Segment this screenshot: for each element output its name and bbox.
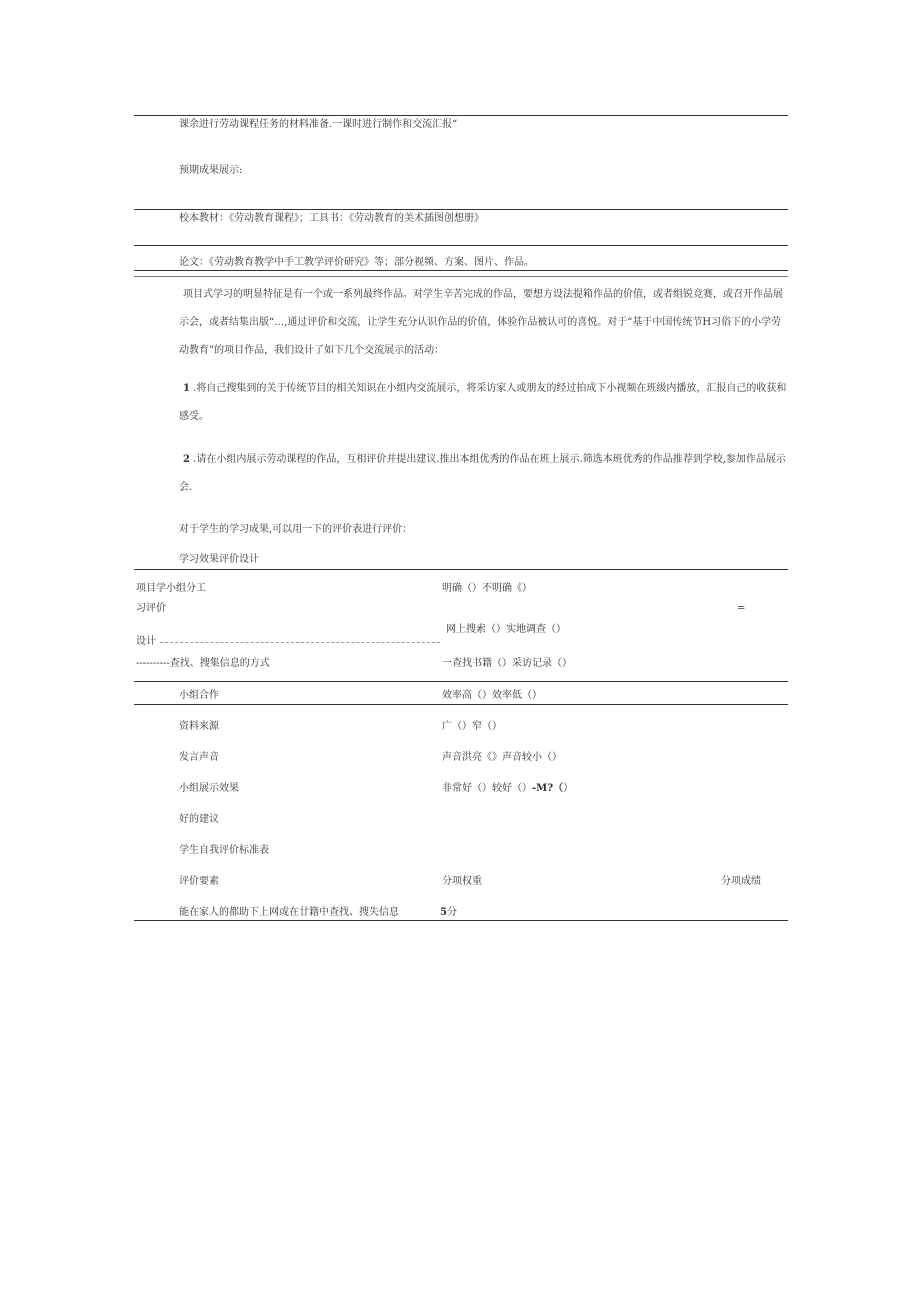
rule-top bbox=[134, 115, 788, 116]
self-eval-header-weight: 分项权重 bbox=[442, 876, 482, 887]
table-r3-left: 设计 bbox=[136, 636, 156, 647]
table-r7-left: 发言声音 bbox=[179, 752, 219, 763]
table-r1-left: 项目学小组分工 bbox=[136, 583, 206, 594]
table-r4-right: 一查找书籍（）采访记录（） bbox=[442, 658, 572, 669]
table-r8-right-a: 非常好（）较好（） bbox=[442, 783, 532, 794]
table-r3-dash bbox=[160, 642, 440, 643]
table-r4-left: ----------查找、搜集信息的方式 bbox=[136, 658, 270, 669]
rule-papers-bottom-2 bbox=[134, 276, 788, 277]
self-eval-row1-weight bbox=[440, 907, 457, 919]
expected-results-label: 预期成果展示: bbox=[179, 165, 243, 176]
table-r6-right: 广（）窄（） bbox=[442, 721, 502, 732]
activity-item-2-number: 2 bbox=[183, 454, 190, 465]
self-eval-header-element: 评价要素 bbox=[179, 876, 219, 887]
table-rule-2 bbox=[134, 681, 788, 682]
self-eval-row1-element: 能在家人的都助下上网或在廿籍中查找、搜失信息 bbox=[179, 907, 399, 918]
activity-item-1-number: 1 bbox=[183, 383, 190, 394]
table-rule-top bbox=[134, 569, 788, 570]
table-rule-bottom bbox=[134, 920, 788, 921]
table-r2-mark: = bbox=[737, 603, 746, 614]
table-r8-left: 小组展示效果 bbox=[179, 783, 239, 794]
table-rule-3 bbox=[134, 704, 788, 705]
papers-line: 论文：《劳动教育教学中手工教学评价研究》等；部分视频、方案、图片、作品。 bbox=[179, 257, 534, 268]
self-eval-header-score: 分项成绩 bbox=[721, 876, 761, 887]
table-r7-right: 声音洪亮《》声音较小（） bbox=[442, 752, 562, 763]
evaluation-intro: 对于学生的学习成果,可以用一下的评价表进行评价： bbox=[179, 524, 413, 535]
table-r5-right: 效率高（）效率低（） bbox=[442, 690, 542, 701]
self-eval-title: 学生自我评价标准表 bbox=[179, 845, 269, 856]
table-r5-left: 小组合作 bbox=[179, 690, 219, 701]
self-eval-row1-weight-unit: 分 bbox=[446, 907, 457, 918]
table-r8-right bbox=[442, 783, 573, 795]
rule-papers-bottom-1 bbox=[134, 270, 788, 271]
rule-papers-top bbox=[134, 245, 788, 246]
self-eval-row1-weight-num: 5 bbox=[440, 907, 447, 918]
table-r6-left: 资料来源 bbox=[179, 721, 219, 732]
textbooks-line: 校本教材：《劳动教育课程》；工具书：《劳动教育的美术插图创想册》 bbox=[179, 213, 484, 224]
table-r8-right-c: ） bbox=[563, 783, 574, 794]
activity-item-1 bbox=[179, 375, 791, 431]
table-r9-left: 好的建议 bbox=[179, 814, 219, 825]
line-preparation: 课余进行劳动课程任务的材料准备.一课时进行制作和交流汇报“ bbox=[179, 119, 458, 130]
activity-item-2 bbox=[179, 446, 791, 502]
activity-item-1-text: .将自己搜集到的关于传统节目的相关知识在小组内交流展示，将采访家人或朋友的经过拍成下小视频在班级内播放，汇报自己的收获和感受。 bbox=[179, 383, 787, 422]
intro-paragraph: 项目式学习的明显特征是有一个或一系列最终作品。对学生辛苦完成的作品，要想方设法提箱作品的价值，或者组锐竞赛，或召开作品展示会，或者结集出版“…,通过评价和交流，让学生充分认识作品的价值，体验作品被认可的喜悦。对于“基于中国传统节H习俗下的小学劳动教育”的项目作品，我们设计了如下几个交流展示的活动： bbox=[179, 289, 783, 356]
table-r3-right: 网上搜索（）实地调查（） bbox=[446, 624, 566, 635]
table-title: 学习效果评价设计 bbox=[179, 554, 259, 565]
rule-textbooks-top bbox=[134, 209, 788, 210]
activity-item-2-text: .请在小组内展示劳动课程的作品，互相评价并提出建议.推出本组优秀的作品在班上展示.筛选本班优秀的作品推荐到学校,参加作品展示会. bbox=[179, 454, 786, 493]
table-r1-right: 明确（）不明确《） bbox=[442, 583, 532, 594]
table-r2-left: 习评价 bbox=[136, 603, 166, 614]
table-r8-right-b: -M?（ bbox=[532, 783, 564, 794]
